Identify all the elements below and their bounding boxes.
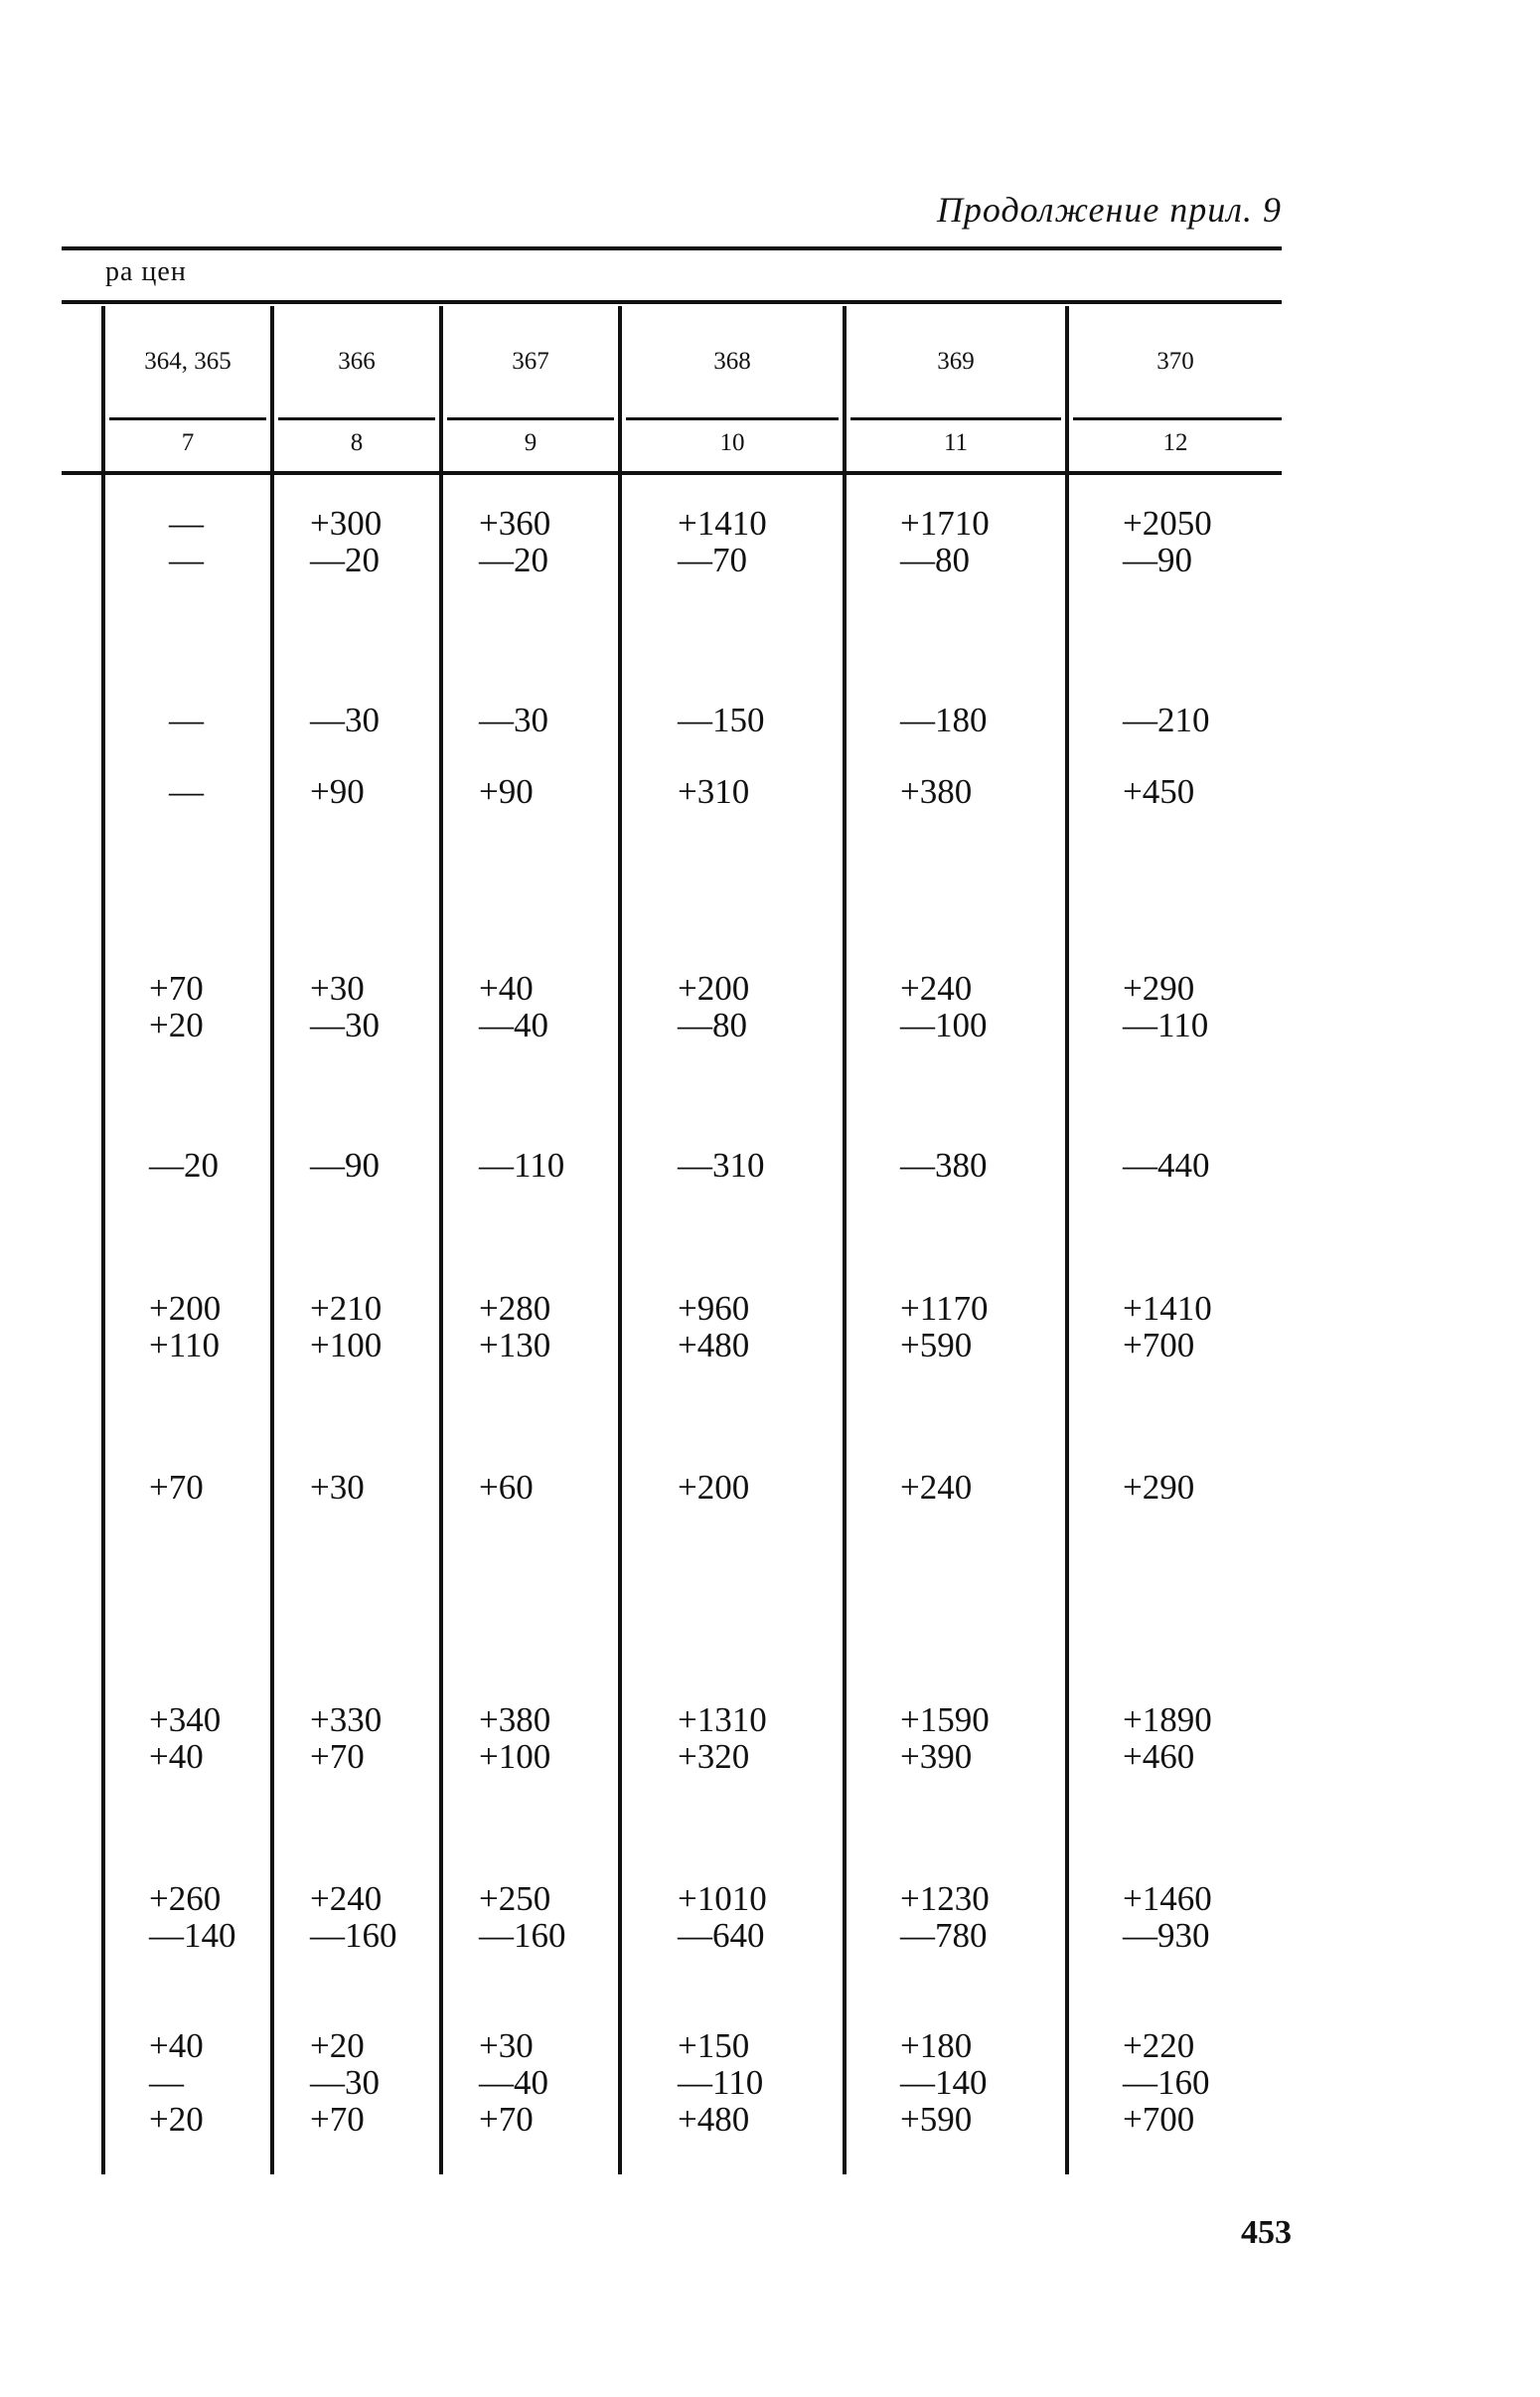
table-cell: +240 —100 — [900, 969, 988, 1044]
table-cell: —90 — [310, 1146, 380, 1185]
table-cell: +30 — [310, 1468, 365, 1507]
column-number: 11 — [943, 429, 969, 456]
table-cell: +1410 —70 — [678, 504, 767, 579]
table-cell: +240 —160 — [310, 1879, 397, 1955]
column-header: 367 — [512, 348, 549, 375]
column-number-rule — [278, 417, 435, 420]
table-cell: —30 — [310, 701, 380, 739]
column-number: 7 — [181, 429, 195, 456]
table-cell: +1230 —780 — [900, 1879, 990, 1955]
table-cell: +2050 —90 — [1123, 504, 1212, 579]
column-header: 368 — [713, 348, 751, 375]
table-cell: +20 —30 +70 — [310, 2026, 380, 2139]
column-number: 9 — [524, 429, 538, 456]
table-cell: +200 +110 — [149, 1289, 222, 1364]
partial-column-header: ра цен — [105, 256, 187, 287]
table-cell: +210 +100 — [310, 1289, 383, 1364]
table-cell: +1010 —640 — [678, 1879, 767, 1955]
table-cell: +300 —20 — [310, 504, 383, 579]
table-cell: —310 — [678, 1146, 765, 1185]
column-header: 369 — [937, 348, 975, 375]
table-cell: +40 — +20 — [149, 2026, 204, 2139]
column-number: 12 — [1162, 429, 1188, 456]
table-cell: +280 +130 — [479, 1289, 551, 1364]
table-cell: +1310 +320 — [678, 1700, 767, 1776]
column-rule — [439, 306, 443, 2174]
table-cell: +340 +40 — [149, 1700, 222, 1776]
table-cell: +240 — [900, 1468, 973, 1507]
table-cell: +260 —140 — [149, 1879, 236, 1955]
column-rule — [618, 306, 622, 2174]
column-number-rule — [850, 417, 1061, 420]
column-number-rule — [1073, 417, 1282, 420]
table-cell: — — — [169, 504, 204, 579]
table-cell: +960 +480 — [678, 1289, 750, 1364]
column-rule — [270, 306, 274, 2174]
page-number: 453 — [1241, 2214, 1292, 2251]
table-cell: +380 — [900, 772, 973, 811]
column-rule — [843, 306, 847, 2174]
table-cell: +1460 —930 — [1123, 1879, 1212, 1955]
table-cell: +70 +20 — [149, 969, 204, 1044]
table-cell: +1890 +460 — [1123, 1700, 1212, 1776]
table-cell: +30 —40 +70 — [479, 2026, 548, 2139]
table-caption: Продолжение прил. 9 — [936, 190, 1282, 230]
table-cell: +150 —110 +480 — [678, 2026, 764, 2139]
table-cell: —150 — [678, 701, 765, 739]
body-rule — [62, 471, 1282, 475]
table-cell: —110 — [479, 1146, 565, 1185]
table-cell: +30 —30 — [310, 969, 380, 1044]
table-cell: +290 — [1123, 1468, 1195, 1507]
table-cell: +450 — [1123, 772, 1195, 811]
table-cell: +330 +70 — [310, 1700, 383, 1776]
table-cell: +290 —110 — [1123, 969, 1209, 1044]
table-cell: +250 —160 — [479, 1879, 566, 1955]
table-cell: +90 — [310, 772, 365, 811]
table-cell: +1170 +590 — [900, 1289, 989, 1364]
table-cell: —180 — [900, 701, 988, 739]
table-cell: +90 — [479, 772, 534, 811]
table-cell: +1590 +390 — [900, 1700, 990, 1776]
table-cell: —210 — [1123, 701, 1210, 739]
table-cell: +200 —80 — [678, 969, 750, 1044]
table-cell: +380 +100 — [479, 1700, 551, 1776]
table-cell: +70 — [149, 1468, 204, 1507]
column-rule — [101, 306, 105, 2174]
column-number-rule — [447, 417, 614, 420]
top-rule — [62, 246, 1282, 250]
table-cell: +1710 —80 — [900, 504, 990, 579]
table-cell: +310 — [678, 772, 750, 811]
table-cell: —20 — [149, 1146, 219, 1185]
table-cell: —380 — [900, 1146, 988, 1185]
column-header: 366 — [338, 348, 376, 375]
table-cell: +220 —160 +700 — [1123, 2026, 1210, 2139]
column-rule — [1065, 306, 1069, 2174]
table-cell: —440 — [1123, 1146, 1210, 1185]
header-rule — [62, 300, 1282, 304]
column-number: 8 — [350, 429, 364, 456]
column-header: 364, 365 — [144, 348, 231, 375]
table-cell: +360 —20 — [479, 504, 551, 579]
table-cell: — — [169, 701, 204, 739]
table-cell: — — [169, 772, 204, 811]
table-cell: +1410 +700 — [1123, 1289, 1212, 1364]
table-cell: +60 — [479, 1468, 534, 1507]
table-cell: +40 —40 — [479, 969, 548, 1044]
column-number-rule — [109, 417, 266, 420]
column-number-rule — [626, 417, 839, 420]
table-cell: +180 —140 +590 — [900, 2026, 988, 2139]
column-header: 370 — [1156, 348, 1194, 375]
table-cell: +200 — [678, 1468, 750, 1507]
column-number: 10 — [719, 429, 745, 456]
table-cell: —30 — [479, 701, 548, 739]
